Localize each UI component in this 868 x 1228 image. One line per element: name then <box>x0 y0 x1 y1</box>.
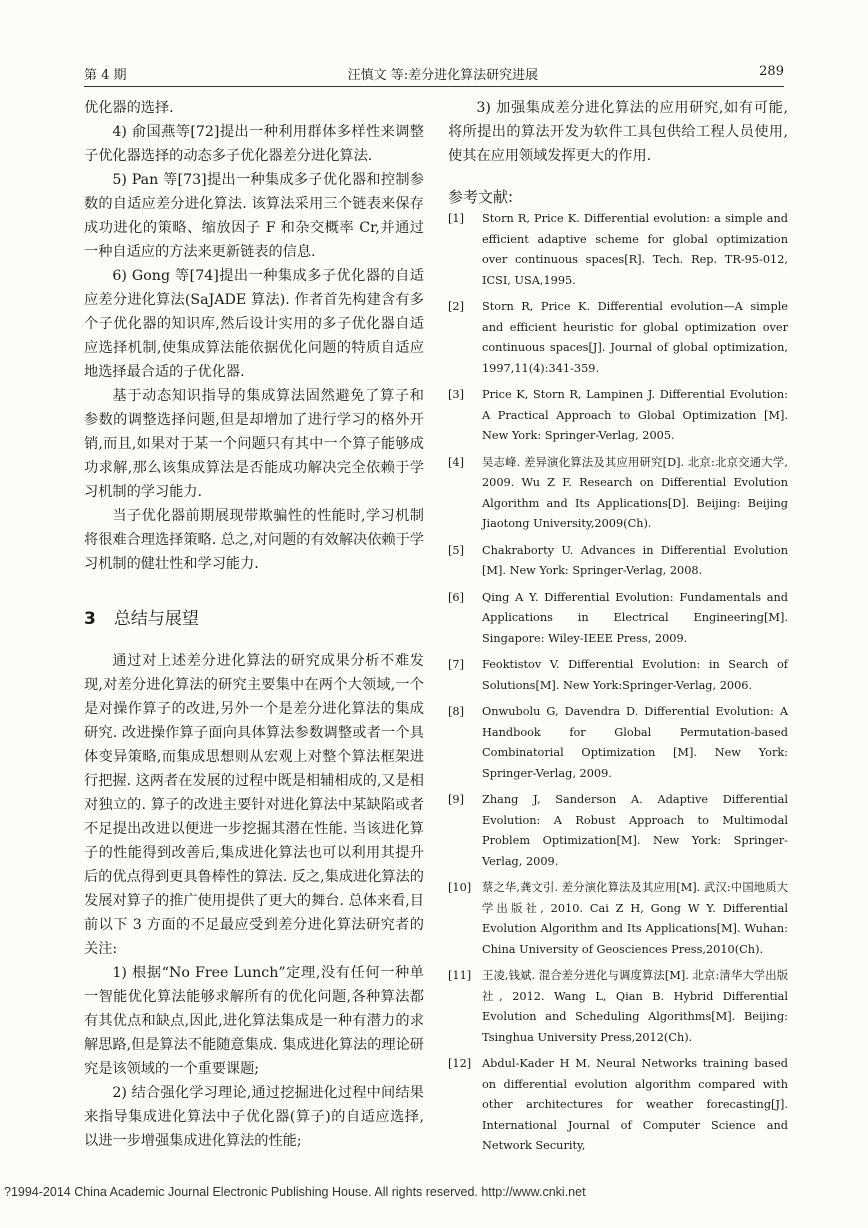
references-list <box>448 209 788 1157</box>
reference-text: Chakraborty U. Advances in Differential Evolution [M]. New York: Springer-Verlag, 2008. <box>482 543 788 577</box>
paragraph: 6) Gong 等[74]提出一种集成多子优化器的自适应差分进化算法(SaJADE 算法). 作者首先构建含有多个子优化器的知识库,然后设计实用的多子优化器自适应选择机制,使集成算法能依据优化问题的特质自适应地选择最合适的子优化器. <box>84 268 424 380</box>
reference-text: Onwubolu G, Davendra D. Differential Evolution: A Handbook for Global Permutation-based Combinatorial Optimization [M]. New York: Springer-Verlag, 2009. <box>482 705 788 780</box>
running-title: 汪慎文 等:差分进化算法研究进展 <box>347 68 539 83</box>
reference-text: Price K, Storn R, Lampinen J. Differential Evolution: A Practical Approach to Global Optimization [M]. New York: Springer-Verlag, 2005. <box>482 388 788 442</box>
paragraph: 优化器的选择. <box>84 100 174 116</box>
paragraph: 2) 结合强化学习理论,通过挖掘进化过程中间结果来指导集成进化算法中子优化器(算子)的自适应选择,以进一步增强集成进化算法的性能; <box>84 1085 424 1149</box>
paragraph: 4) 俞国燕等[72]提出一种利用群体多样性来调整子优化器选择的动态多子优化器差分进化算法. <box>84 124 424 164</box>
right-column <box>448 96 788 1163</box>
reference-text: Storn R, Price K. Differential evolution—A simple and efficient heuristic for global optimization over continuous spaces[J]. Journal of global optimization, 1997,11(4):341-359. <box>482 300 788 375</box>
reference-text: Qing A Y. Differential Evolution: Fundamentals and Applications in Electrical Engineering[M]. Singapore: Wiley-IEEE Press, 2009. <box>482 590 788 645</box>
running-header <box>84 64 784 83</box>
reference-number: [8] <box>448 705 465 718</box>
reference-item <box>448 702 788 784</box>
reference-item <box>448 588 788 650</box>
reference-number: [7] <box>448 658 465 671</box>
reference-text: 蔡之华,龚文引. 差分演化算法及其应用[M]. 武汉:中国地质大学出版社, 2010. Cai Z H, Gong W Y. Differential Evolution Algorithm and Its Applications[M]. Wuhan: China University of Geosciences Press,2010(Ch). <box>482 881 788 956</box>
reference-text: Zhang J, Sanderson A. Adaptive Differential Evolution: A Robust Approach to Multimodal Problem Optimization[M]. New York: Springer-Verlag, 2009. <box>482 793 788 868</box>
reference-item <box>448 541 788 582</box>
reference-number: [10] <box>448 881 472 894</box>
references-heading: 参考文献: <box>448 188 514 206</box>
paragraph: 当子优化器前期展现带欺骗性的性能时,学习机制将很难合理选择策略. 总之,对问题的有效解决依赖于学习机制的健壮性和学习能力. <box>84 508 424 572</box>
paragraph: 通过对上述差分进化算法的研究成果分析不难发现,对差分进化算法的研究主要集中在两个大领域,一个是对操作算子的改进,另外一个是差分进化算法的集成研究. 改进操作算子面向具体算法参数调整或者一个具体变异策略,而集成思想则从宏观上对整个算法框架进行把握. 这两者在发展的过程中既是相辅相成的,又是相对独立的. 算子的改进主要针对进化算法中某缺陷或者不足提出改进以便进一步挖掘其潜在性能. 当该进化算子的性能得到改善后,集成进化算法也可以利用其提升后的优点得到更具鲁棒性的算法. 反之,集成进化算法的发展对算子的推广使用提供了更大的舞台. 总体来看,目前以下 3 方面的不足最应受到差分进化算法研究者的关注: <box>84 653 424 957</box>
reference-text: 王凌,钱斌. 混合差分进化与调度算法[M]. 北京:清华大学出版社, 2012. Wang L, Qian B. Hybrid Differential Evolution and Scheduling Algorithms[M]. Beijing: Tsinghua University Press,2012(Ch). <box>482 969 788 1044</box>
reference-text: 吴志峰. 差异演化算法及其应用研究[D]. 北京:北京交通大学, 2009. Wu Z F. Research on Differential Evolution Algorithm and Its Applications[D]. Beijing: Beijing Jiaotong University,2009(Ch). <box>482 455 788 530</box>
paragraph: 5) Pan 等[73]提出一种集成多子优化器和控制参数的自适应差分进化算法. 该算法采用三个链表来保存成功进化的策略、缩放因子 F 和杂交概率 Cr,并通过一种自适应的方法来更新链表的信息. <box>84 172 424 260</box>
reference-text: Feoktistov V. Differential Evolution: in Search of Solutions[M]. New York:Springer-Verlag, 2006. <box>482 658 788 692</box>
reference-number: [4] <box>448 455 465 469</box>
paragraph: 1) 根据“No Free Lunch”定理,没有任何一种单一智能优化算法能够求解所有的优化问题,各种算法都有其优点和缺点,因此,进化算法集成是一种有潜力的求解思路,但是算法不能随意集成. 集成进化算法的理论研究是该领域的一个重要课题; <box>84 965 424 1077</box>
header-rule <box>84 86 784 87</box>
reference-item <box>448 297 788 379</box>
reference-item <box>448 1054 788 1157</box>
reference-item <box>448 966 788 1048</box>
section-title: 总结与展望 <box>113 609 199 629</box>
reference-item <box>448 790 788 872</box>
reference-item <box>448 385 788 447</box>
section-number: 3 <box>84 609 96 629</box>
reference-number: [9] <box>448 793 465 806</box>
reference-item <box>448 878 788 960</box>
issue-number: 第 4 期 <box>84 68 127 83</box>
reference-number: [2] <box>448 300 465 313</box>
reference-item <box>448 655 788 696</box>
reference-number: [1] <box>448 212 465 225</box>
reference-number: [12] <box>448 1057 472 1070</box>
reference-text: Storn R, Price K. Differential evolution: a simple and efficient adaptive scheme for global optimization over continuous spaces[R]. Tech. Rep. TR-95-012, ICSI, USA,1995. <box>482 212 788 287</box>
paragraph: 基于动态知识指导的集成算法固然避免了算子和参数的调整选择问题,但是却增加了进行学习的格外开销,而且,如果对于某一个问题只有其中一个算子能够成功求解,那么该集成算法是否能成功解决完全依赖于学习机制的学习能力. <box>84 388 424 500</box>
reference-number: [6] <box>448 590 465 604</box>
reference-number: [5] <box>448 543 465 557</box>
reference-number: [3] <box>448 388 465 401</box>
reference-item <box>448 209 788 291</box>
reference-item <box>448 453 788 535</box>
paragraph: 3) 加强集成差分进化算法的应用研究,如有可能,将所提出的算法开发为软件工具包供给工程人员使用,使其在应用领域发挥更大的作用. <box>448 100 788 164</box>
copyright-footer: ?1994-2014 China Academic Journal Electronic Publishing House. All rights reserved. http://www.cnki.net <box>4 1185 586 1199</box>
page-number: 289 <box>759 64 784 79</box>
section-heading <box>84 604 424 629</box>
reference-text: Abdul-Kader H M. Neural Networks training based on differential evolution algorithm compared with other architectures for weather forecasting[J]. International Journal of Computer Science and Network Security, <box>482 1057 788 1152</box>
left-column <box>84 96 424 1153</box>
reference-number: [11] <box>448 969 472 982</box>
